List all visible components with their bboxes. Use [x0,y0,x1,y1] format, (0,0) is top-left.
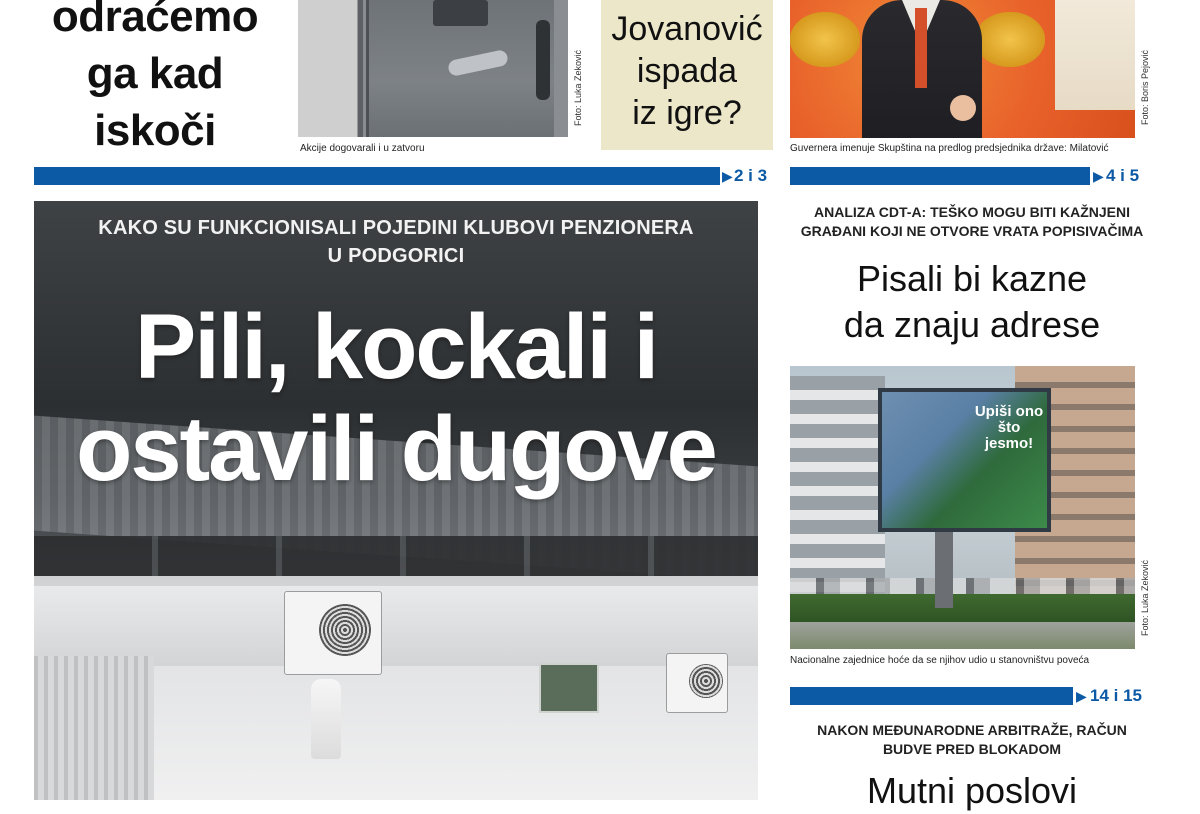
headline-line: iz igre? [632,94,742,132]
headline-line: da znaju adrese [843,304,1101,345]
billboard [878,388,1051,532]
kicker-line: GRAĐANI KOJI NE OTVORE VRATA POPISIVAČIMA [800,223,1144,239]
emblem-icon [790,12,860,67]
door-photo[interactable] [298,0,568,137]
headline-line: odraćemo [51,0,259,41]
headline-line: Jovanović [611,10,763,48]
headline-line: iskoči [94,106,216,155]
headline-line: ostavili dugove [76,398,716,500]
flag-photo[interactable] [790,0,1135,138]
photo-credit: Foto: Luka Zeković [1140,560,1150,637]
wall-sign [539,663,599,713]
main-kicker [34,214,758,270]
column [34,656,154,800]
fan-icon [689,664,723,698]
door-hinge [536,20,550,100]
billboard-photo[interactable] [790,366,1135,649]
photo-credit: Foto: Luka Zeković [573,50,583,127]
section-bar [34,167,720,185]
page-reference[interactable]: 4 i 5 [1106,166,1140,185]
headline-line: Pili, kockali i [134,296,658,398]
headline-line: ispada [636,52,738,90]
road [790,622,1135,649]
budva-kicker [790,721,1154,759]
headline-line: ga kad [86,49,224,98]
fan-icon [319,604,371,656]
billboard-text [974,404,1044,452]
kicker-line: KAKO SU FUNKCIONISALI POJEDINI KLUBOVI PENZIONERA [98,217,694,239]
kicker-line: BUDVE PRED BLOKADOM [882,741,1062,757]
hedge [790,594,1135,624]
beam [34,586,758,666]
plastic-bag [311,679,341,759]
tie [915,8,927,88]
main-headline[interactable] [34,296,758,500]
kicker-line: NAKON MEĐUNARODNE ARBITRAŽE, RAČUN [817,722,1127,738]
hand [950,95,976,121]
billboard-line: Upiši ono [974,403,1044,420]
lock-icon [433,0,488,26]
kicker-line: ANALIZA CDT-A: TEŠKO MOGU BITI KAŽNJENI [813,204,1131,220]
play-arrow-icon: ▶ [1093,168,1104,184]
photo-caption: Guvernera imenuje Skupština na predlog predsjednika države: Milatović [790,143,1109,154]
main-story-photo[interactable] [34,201,758,800]
section-bar [790,167,1090,185]
photo-credit: Foto: Boris Pejović [1140,50,1150,126]
census-kicker [790,203,1154,241]
photo-caption: Akcije dogovarali i u zatvoru [300,143,425,154]
building [790,376,885,596]
air-conditioner [284,591,382,675]
headline-line: Pisali bi kazne [856,258,1088,299]
billboard-pole [935,528,953,608]
emblem-icon [975,12,1045,67]
page-reference[interactable]: 14 i 15 [1090,686,1142,705]
plaque [1055,0,1135,110]
section-bar [790,687,1073,705]
census-headline[interactable] [790,256,1154,348]
budva-headline[interactable]: Mutni poslovi [866,770,1078,811]
play-arrow-icon: ▶ [1076,688,1087,704]
teaser-headline [601,8,773,134]
air-conditioner [666,653,728,713]
teaser-box[interactable] [601,0,773,150]
top-left-headline[interactable] [30,0,280,159]
page-reference[interactable]: 2 i 3 [734,166,768,185]
billboard-line: što jesmo! [984,419,1034,452]
photo-caption: Nacionalne zajednice hoće da se njihov udio u stanovništvu poveća [790,655,1090,666]
play-arrow-icon: ▶ [722,168,733,184]
kicker-line: U PODGORICI [327,245,465,267]
